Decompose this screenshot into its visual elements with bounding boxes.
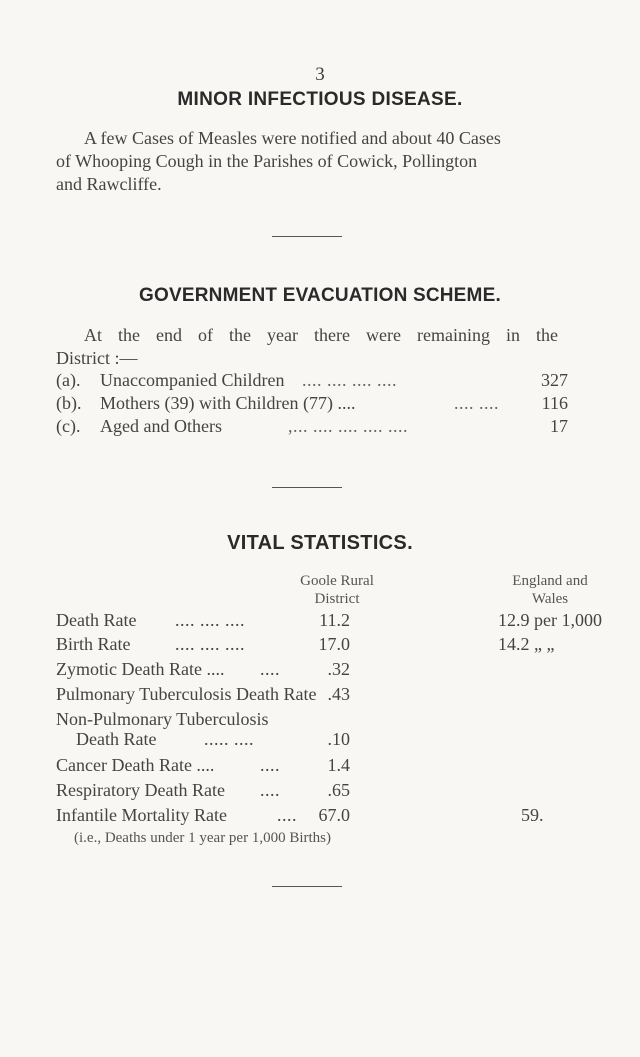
section-divider — [272, 886, 342, 887]
evacuation-item-value: 327 — [541, 370, 568, 390]
section-heading-vital-statistics: VITAL STATISTICS. — [227, 532, 413, 554]
stat-label: Death Rate — [76, 729, 157, 749]
stat-label: Non-Pulmonary Tuberculosis — [56, 709, 269, 729]
stat-label: Respiratory Death Rate — [56, 780, 225, 800]
footnote: (i.e., Deaths under 1 year per 1,000 Births) — [74, 830, 332, 846]
column-header-line: England and — [512, 573, 588, 589]
leader-dots: .... .... .... .... — [302, 370, 397, 390]
evacuation-item-marker: (c). — [56, 416, 81, 436]
stat-district-value: 17.0 — [318, 634, 350, 654]
stat-england-value: 59. — [521, 805, 544, 825]
leader-dots: ..... .... — [204, 729, 254, 749]
stat-district-value: 11.2 — [319, 610, 350, 630]
evacuation-item-value: 116 — [541, 393, 568, 413]
paragraph-line: of Whooping Cough in the Parishes of Cowick, Pollington — [56, 151, 478, 171]
paragraph-line: and Rawcliffe. — [56, 174, 162, 194]
leader-dots: .... — [277, 805, 297, 825]
stat-district-value: .43 — [327, 684, 350, 704]
column-header-england-and-wales — [495, 572, 605, 608]
stat-district-value: 1.4 — [327, 755, 350, 775]
evacuation-item-label: Unaccompanied Children — [100, 370, 285, 390]
stat-label: Cancer Death Rate .... — [56, 755, 215, 775]
evacuation-item-label: Mothers (39) with Children (77) .... — [100, 393, 356, 413]
stat-label: Birth Rate — [56, 634, 131, 654]
evacuation-item-label: Aged and Others — [100, 416, 222, 436]
section-divider — [272, 236, 342, 237]
stat-district-value: 67.0 — [318, 805, 350, 825]
leader-dots: .... — [260, 659, 280, 679]
page-number: 3 — [315, 64, 325, 85]
paragraph-line: At the end of the year there were remaining in the — [84, 325, 558, 345]
evacuation-item-marker: (a). — [56, 370, 81, 390]
stat-label: Pulmonary Tuberculosis Death Rate — [56, 684, 317, 704]
evacuation-item-value: 17 — [550, 416, 568, 436]
section-heading-minor-infectious-disease: MINOR INFECTIOUS DISEASE. — [177, 89, 463, 110]
leader-dots: .... — [260, 780, 280, 800]
column-header-line: Goole Rural — [300, 573, 374, 589]
stat-district-value: .65 — [327, 780, 350, 800]
stat-label: Infantile Mortality Rate — [56, 805, 227, 825]
stat-label: Zymotic Death Rate .... — [56, 659, 225, 679]
evacuation-item-marker: (b). — [56, 393, 82, 413]
section-heading-government-evacuation-scheme: GOVERNMENT EVACUATION SCHEME. — [139, 285, 501, 306]
section-divider — [272, 487, 342, 488]
leader-dots: .... .... .... — [175, 610, 245, 630]
column-header-line: District — [314, 591, 360, 607]
leader-dots: .... — [260, 755, 280, 775]
column-header-line: Wales — [531, 591, 569, 607]
leader-dots: ,... .... .... .... .... — [288, 416, 408, 436]
stat-district-value: .10 — [327, 729, 350, 749]
stat-england-value: 12.9 per 1,000 — [498, 610, 602, 630]
stat-label: Death Rate — [56, 610, 137, 630]
stat-england-value: 14.2 „ „ — [498, 634, 555, 654]
stat-district-value: .32 — [327, 659, 350, 679]
paragraph-line: A few Cases of Measles were notified and about 40 Cases — [84, 128, 501, 148]
leader-dots: .... .... — [454, 393, 499, 413]
paragraph-line: District :— — [56, 348, 138, 368]
column-header-goole-rural-district — [272, 572, 402, 608]
leader-dots: .... .... .... — [175, 634, 245, 654]
